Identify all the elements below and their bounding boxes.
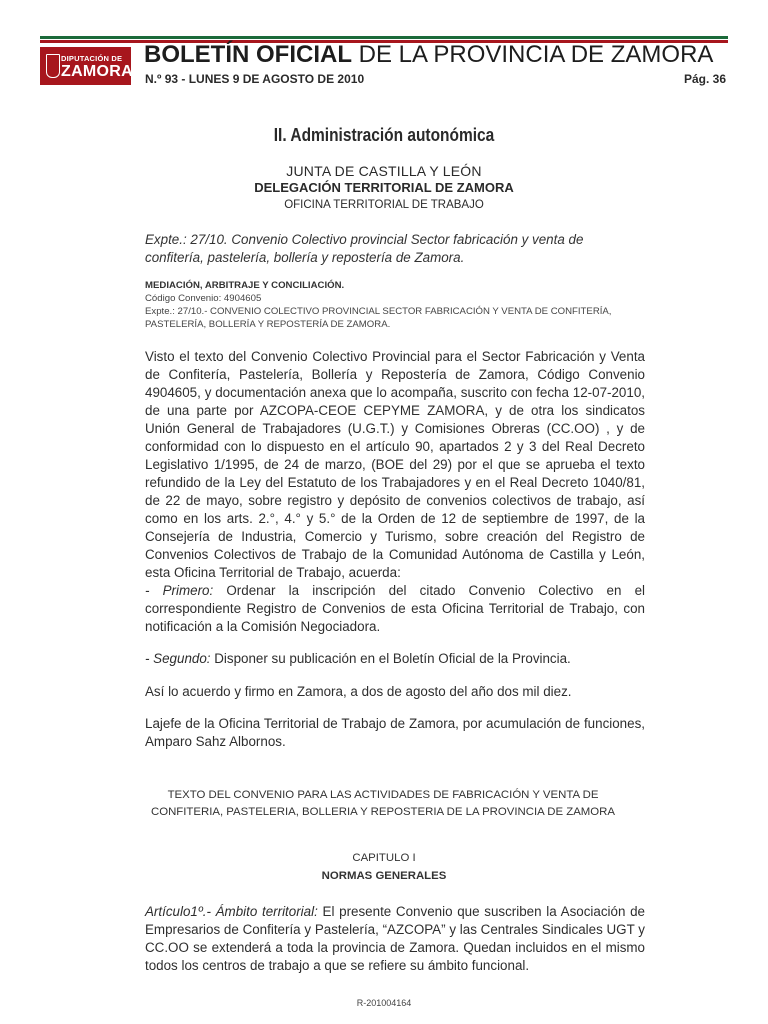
- articulo-label: Artículo1º.- Ámbito territorial:: [145, 904, 318, 919]
- paragraph-firma: Lajefe de la Oficina Territorial de Trabajo de Zamora, por acumulación de funciones, Amparo Sahz Albornos.: [145, 716, 645, 749]
- bulletin-title-rest: DE LA PROVINCIA DE ZAMORA: [351, 41, 714, 68]
- page-number: Pág. 36: [683, 72, 726, 86]
- expediente-line: Expte.: 27/10.- CONVENIO COLECTIVO PROVINCIAL SECTOR FABRICACIÓN Y VENTA DE CONFITERÍA, PASTELERÍA, BOLLERÍA Y REPOSTERÍA DE ZAMORA.: [145, 306, 612, 330]
- paragraph-segundo: [145, 650, 645, 668]
- convenio-title: TEXTO DEL CONVENIO PARA LAS ACTIVIDADES DE FABRICACIÓN Y VENTA DE CONFITERIA, PASTELERIA, BOLLERIA Y REPOSTERIA DE LA PROVINCIA DE ZAMORA: [151, 789, 615, 818]
- delegacion-name: DELEGACIÓN TERRITORIAL DE ZAMORA: [254, 180, 514, 195]
- junta-name: JUNTA DE CASTILLA Y LEÓN: [286, 163, 482, 179]
- articulo-text: El presente Convenio que suscriben la Asociación de Empresarios de Confitería y Pastelería, “AZCOPA” y las Centrales Sindicales UGT y CC.OO se extenderá a toda la provincia de Zamora. Quedan incluidos en el mismo todos los centros de trabajo a que se refiere su ámbito funcional.: [145, 904, 646, 973]
- issue-info: N.º 93 - LUNES 9 DE AGOSTO DE 2010: [145, 72, 365, 86]
- primero-label: - Primero:: [145, 583, 214, 598]
- footer-reference: R-201004164: [356, 998, 412, 1008]
- primero-text: Ordenar la inscripción del citado Convenio Colectivo en el correspondiente Registro de Convenios de esta Oficina Territorial de Trabajo, con notificación a la Comisión Negociadora.: [145, 583, 645, 634]
- bulletin-header: [40, 36, 728, 94]
- bulletin-title: [144, 41, 713, 69]
- paragraph-visto: Visto el texto del Convenio Colectivo Provincial para el Sector Fabricación y Venta de Confitería, Pastelería, Bollería y Repostería de Zamora, Código Convenio 4904605, y documentación anexa que lo acompaña, suscrito con fecha 12-07-2010, de una parte por AZCOPA-CEOE CEPYME ZAMORA, y de otra los sindicatos Unión General de Trabajadores (U.G.T.) y Comisiones Obreras (CC.OO) , y de conformidad con lo dispuesto en el artículo 90, apartados 2 y 3 del Real Decreto Legislativo 1/1995, de 24 de marzo, (BOE del 29) por el que se aprueba el texto refundido de la Ley del Estatuto de los Trabajadores y en el Real Decreto 1040/81, de 22 de mayo, sobre registro y depósito de convenios colectivos de trabajo, así como en los arts. 2.°, 4.° y 5.° de la Orden de 12 de septiembre de 1997, de la Consejería de Industria, Comercio y Turismo, sobre creación del Registro de Convenios Colectivos de Trabajo de la Comunidad Autónoma de Castilla y León, esta Oficina Territorial de Trabajo, acuerda:: [145, 349, 645, 580]
- shield-icon: [46, 54, 60, 78]
- logo-line1: DIPUTACIÓN DE: [61, 54, 123, 63]
- mediacion-heading: MEDIACIÓN, ARBITRAJE Y CONCILIACIÓN.: [145, 280, 345, 291]
- segundo-text: Disponer su publicación en el Boletín Oficial de la Provincia.: [210, 651, 571, 666]
- expediente-summary: Expte.: 27/10. Convenio Colectivo provincial Sector fabricación y venta de confitería, pastelería, bollería y repostería de Zamora.: [145, 232, 584, 265]
- paragraph-acuerdo: Así lo acuerdo y firmo en Zamora, a dos de agosto del año dos mil diez.: [145, 684, 572, 699]
- logo-line2: ZAMORA: [61, 63, 134, 80]
- paragraph-primero: [145, 582, 645, 636]
- header-stripe-green: [40, 36, 728, 39]
- section-heading: II. Administración autonómica: [273, 125, 495, 145]
- codigo-convenio: Código Convenio: 4904605: [145, 293, 262, 304]
- capitulo-label: CAPITULO I: [352, 852, 416, 864]
- oficina-name: OFICINA TERRITORIAL DE TRABAJO: [284, 199, 484, 211]
- segundo-label: - Segundo:: [145, 651, 211, 666]
- diputacion-logo: [40, 47, 134, 85]
- capitulo-title: NORMAS GENERALES: [321, 870, 447, 882]
- bulletin-title-bold: BOLETÍN OFICIAL: [144, 41, 352, 68]
- articulo-1: [145, 903, 645, 975]
